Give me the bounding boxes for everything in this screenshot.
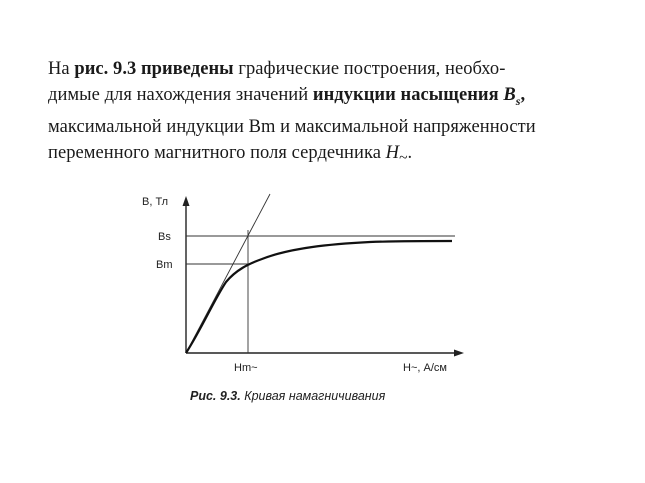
y-axis-label: B, Тл (142, 196, 169, 208)
x-axis-arrow (454, 350, 464, 357)
magnetization-curve (186, 241, 452, 353)
x-axis-label: H~, А/см (403, 362, 447, 374)
caption-number: Рис. 9.3. (190, 389, 241, 403)
y-axis-arrow (183, 196, 190, 206)
magnetization-figure (140, 190, 480, 400)
body-paragraph: На рис. 9.3 приведены графические построения, необхо- димые для нахождения значений индукции насыщения $B_s$, максимальной индукции Вm и максимальной напряженности переменного магнитного поля сердечника $H_\sim$. (48, 59, 536, 167)
bm-label: Bm (156, 259, 173, 271)
figure-caption (190, 389, 385, 403)
magnetization-curve-svg (140, 190, 480, 400)
tangent-line (186, 194, 270, 353)
bs-label: Bs (158, 231, 171, 243)
caption-text: Кривая намагничивания (240, 389, 386, 403)
hm-label: Hm~ (234, 362, 258, 374)
